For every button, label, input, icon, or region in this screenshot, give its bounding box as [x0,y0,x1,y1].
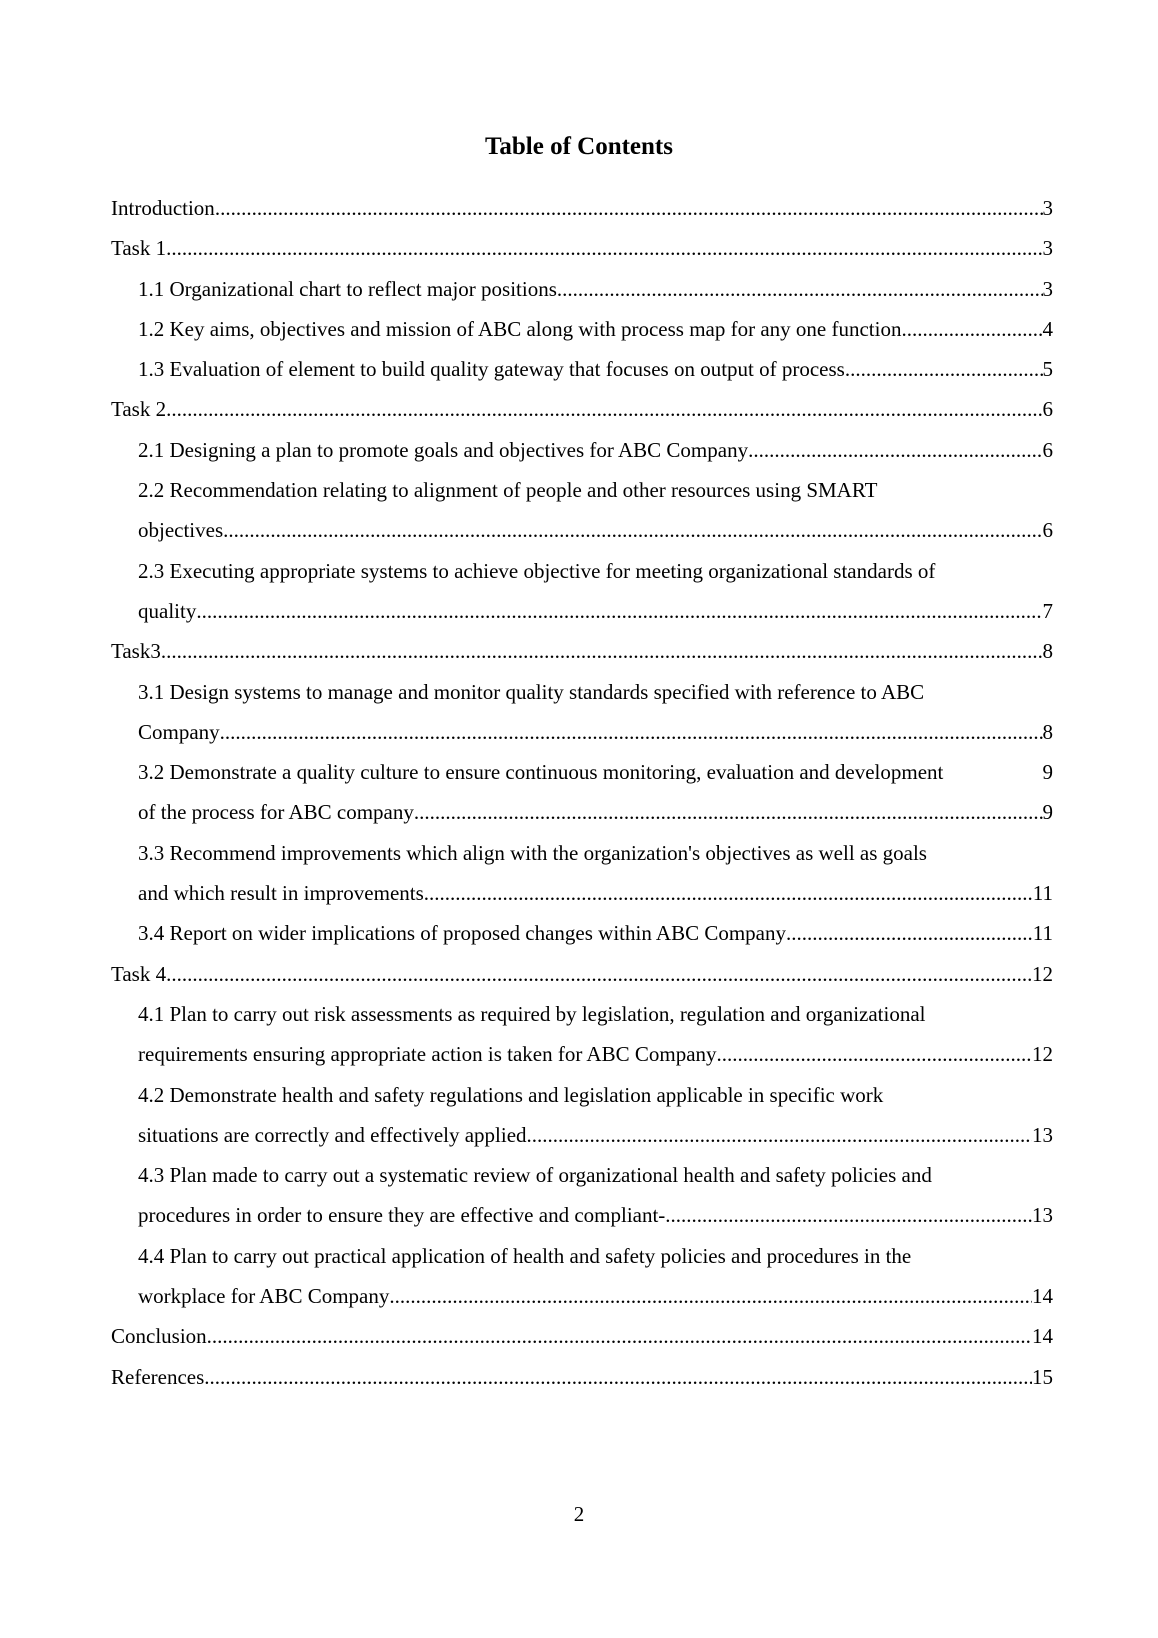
toc-title: Table of Contents [485,133,673,160]
dot-leader [204,1357,1032,1397]
toc-entry-label: 2.1 Designing a plan to promote goals and objectives for ABC Company [138,437,749,462]
toc-entry-page: 6 [1042,518,1053,543]
toc-entry-page: 11 [1032,881,1053,906]
toc-entry-3-2-line-2[interactable] [111,792,1053,832]
toc-entry-label: 3.3 Recommend improvements which align with the organization's objectives as well as goals [138,840,927,865]
toc-list [111,188,1053,1397]
toc-entry-page: 3 [1042,196,1053,220]
toc-entry-label: 2.2 Recommendation relating to alignment of people and other resources using SMART [138,478,878,503]
toc-entry-label: 4.1 Plan to carry out risk assessments as required by legislation, regulation and organizational [138,1001,926,1026]
toc-entry-4-3-line-2[interactable] [111,1195,1053,1235]
toc-entry-page: 7 [1042,598,1053,623]
toc-entry-label: 4.2 Demonstrate health and safety regulations and legislation applicable in specific work [138,1082,884,1107]
toc-entry-task-3[interactable] [111,631,1053,671]
toc-entry-page: 8 [1042,639,1053,664]
toc-entry-1-2[interactable] [111,309,1053,349]
toc-entry-page: 3 [1042,236,1053,261]
dot-leader [207,1316,1032,1356]
toc-entry-2-3-line-1[interactable] [111,551,1053,591]
toc-entry-introduction[interactable] [111,188,1053,228]
toc-entry-2-2-line-2[interactable] [111,510,1053,550]
toc-entry-1-3[interactable] [111,349,1053,389]
toc-entry-label: and which result in improvements [138,881,424,906]
dot-leader [557,269,1043,309]
toc-entry-label: References [111,1364,205,1389]
toc-entry-page: 14 [1032,1324,1053,1349]
toc-entry-task-2[interactable] [111,389,1053,429]
toc-entry-4-2-line-2[interactable] [111,1115,1053,1155]
toc-entry-task-1[interactable] [111,228,1053,268]
toc-entry-page: 12 [1032,961,1053,986]
dot-leader [166,228,1042,268]
toc-entry-label: Task 4 [111,961,167,986]
toc-entry-label: Task 1 [111,236,167,261]
toc-entry-page: 4 [1042,316,1053,341]
dot-leader [748,430,1042,470]
toc-entry-4-1-line-1[interactable] [111,994,1053,1034]
toc-entry-4-3-line-1[interactable] [111,1155,1053,1195]
dot-leader [166,954,1032,994]
dot-leader [223,510,1042,550]
toc-entry-references[interactable] [111,1357,1053,1397]
toc-entry-page: 15 [1032,1364,1053,1389]
toc-entry-page: 9 [1042,760,1053,785]
dot-leader [389,1276,1032,1316]
toc-entry-label: of the process for ABC company [138,800,414,825]
toc-entry-page: 13 [1032,1203,1053,1228]
toc-entry-task-4[interactable] [111,954,1053,994]
toc-entry-label: 4.3 Plan made to carry out a systematic review of organizational health and safety policies and [138,1163,932,1188]
toc-entry-label: Introduction [111,196,215,220]
toc-entry-page: 8 [1042,719,1053,744]
toc-entry-page: 13 [1032,1122,1053,1147]
dot-leader [166,389,1042,429]
page-number: 2 [573,1502,585,1526]
toc-entry-label: quality [138,598,197,623]
dot-leader [665,1195,1032,1235]
toc-entry-label: 4.4 Plan to carry out practical application of health and safety policies and procedures in the [138,1243,912,1268]
toc-entry-label: workplace for ABC Company [138,1284,390,1309]
toc-entry-2-1[interactable] [111,430,1053,470]
toc-entry-page: 3 [1042,276,1053,301]
dot-leader [161,631,1043,671]
dot-leader [901,309,1042,349]
dot-leader [424,873,1033,913]
toc-entry-label: Company [138,719,220,744]
toc-entry-label: procedures in order to ensure they are effective and compliant- [138,1203,666,1228]
dot-leader [527,1115,1032,1155]
dot-leader [196,591,1042,631]
toc-entry-conclusion[interactable] [111,1316,1053,1356]
toc-entry-page: 6 [1042,437,1053,462]
toc-entry-label: situations are correctly and effectively applied [138,1122,527,1147]
toc-entry-4-2-line-1[interactable] [111,1075,1053,1115]
toc-entry-page: 9 [1042,800,1053,825]
dot-leader [414,792,1043,832]
toc-entry-label: 1.1 Organizational chart to reflect major positions [138,276,557,301]
dot-leader [786,913,1033,953]
toc-entry-page: 5 [1042,357,1053,382]
toc-entry-label: Task 2 [111,397,167,422]
toc-entry-page: 14 [1032,1284,1053,1309]
toc-entry-4-4-line-2[interactable] [111,1276,1053,1316]
toc-entry-3-1-line-1[interactable] [111,672,1053,712]
toc-entry-3-3-line-2[interactable] [111,873,1053,913]
toc-entry-3-4[interactable] [111,913,1053,953]
toc-entry-page: 6 [1042,397,1053,422]
toc-entry-page: 11 [1032,921,1053,946]
toc-entry-2-3-line-2[interactable] [111,591,1053,631]
toc-entry-3-2-line-1[interactable] [111,752,1053,792]
toc-entry-3-1-line-2[interactable] [111,712,1053,752]
dot-leader [220,712,1043,752]
toc-entry-label: requirements ensuring appropriate action is taken for ABC Company [138,1042,717,1067]
toc-entry-label: objectives [138,518,224,543]
toc-entry-4-4-line-1[interactable] [111,1236,1053,1276]
toc-entry-label: Task3 [111,639,161,664]
toc-entry-page: 12 [1032,1042,1053,1067]
toc-entry-1-1[interactable] [111,269,1053,309]
toc-entry-label: 1.3 Evaluation of element to build quality gateway that focuses on output of process [138,357,845,382]
toc-entry-label: 3.1 Design systems to manage and monitor quality standards specified with reference to ABC [138,679,925,704]
dot-leader [717,1034,1032,1074]
toc-entry-3-3-line-1[interactable] [111,833,1053,873]
toc-entry-label: 2.3 Executing appropriate systems to achieve objective for meeting organizational standards of [138,558,936,583]
toc-entry-4-1-line-2[interactable] [111,1034,1053,1074]
toc-entry-label: 1.2 Key aims, objectives and mission of ABC along with process map for any one function [138,316,902,341]
toc-entry-label: Conclusion [111,1324,207,1349]
toc-entry-label: 3.2 Demonstrate a quality culture to ensure continuous monitoring, evaluation and development [138,760,944,785]
dot-leader [215,188,1043,228]
dot-leader [845,349,1043,389]
toc-entry-label: 3.4 Report on wider implications of proposed changes within ABC Company [138,921,787,946]
toc-entry-2-2-line-1[interactable] [111,470,1053,510]
